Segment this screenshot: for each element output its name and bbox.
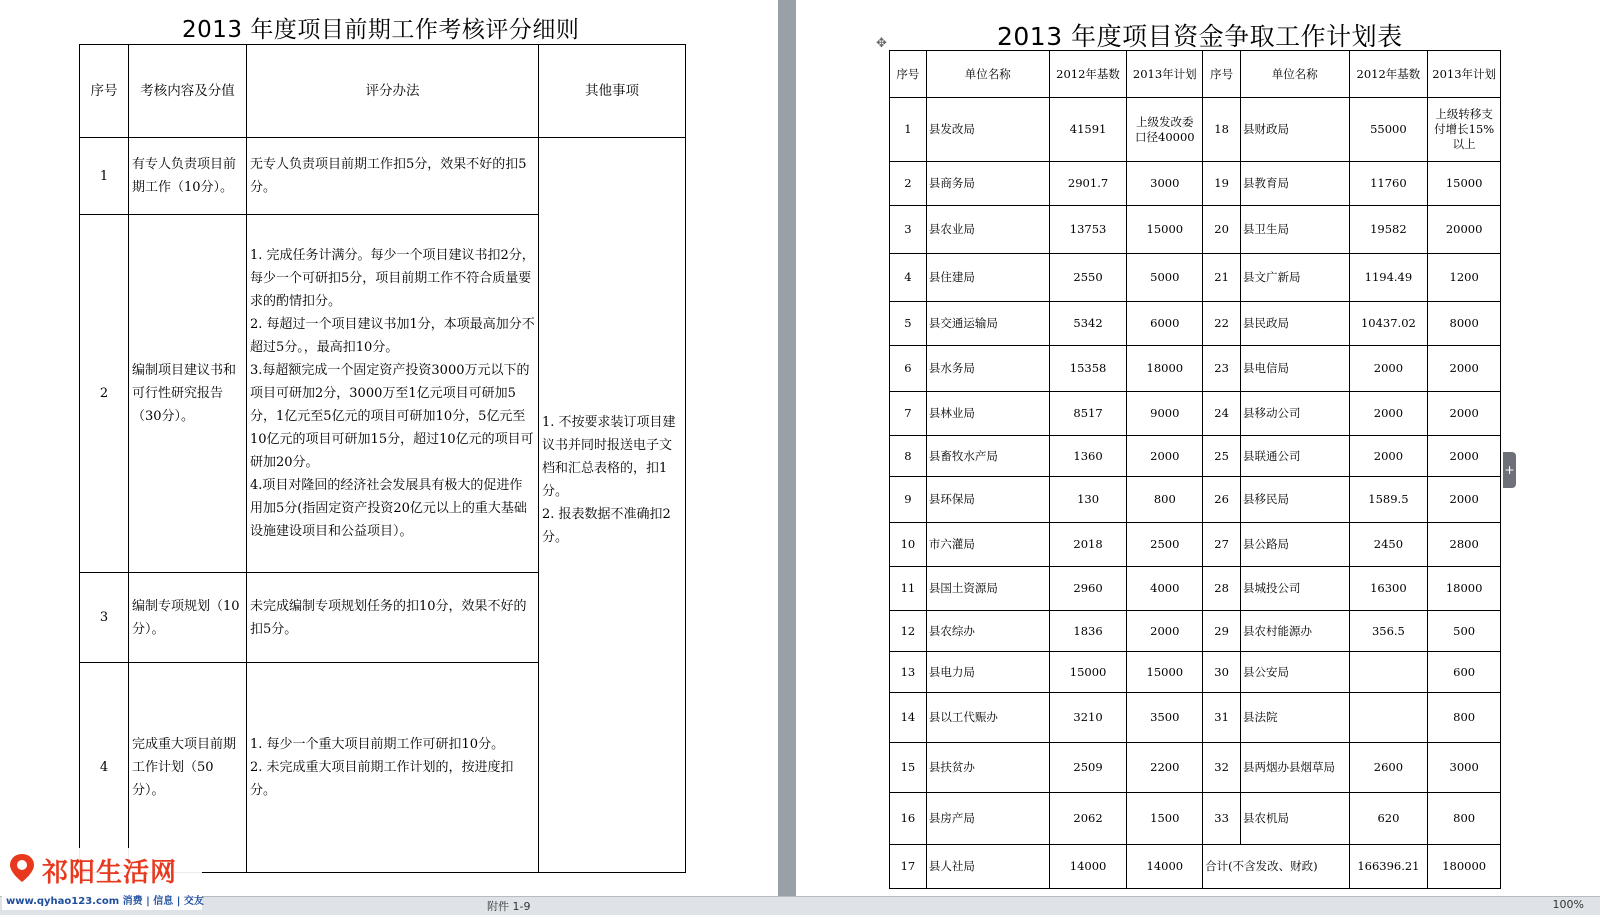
table-cell: 县农业局: [926, 206, 1049, 254]
table-cell: 县法院: [1241, 693, 1349, 743]
table-cell: 县教育局: [1241, 162, 1349, 206]
table-cell: 800: [1428, 693, 1501, 743]
header-cell: 2013年计划: [1428, 51, 1501, 98]
other-note: 2. 报表数据不准确扣2分。: [542, 507, 671, 545]
table-row: [890, 845, 1501, 889]
table-cell: 县房产局: [926, 793, 1049, 845]
table-cell: 2800: [1428, 523, 1501, 567]
table-row: [890, 392, 1501, 436]
table-cell: 3000: [1127, 162, 1203, 206]
table-cell: 32: [1203, 743, 1241, 793]
table-cell: 7: [890, 392, 927, 436]
table-cell: 17: [890, 845, 927, 889]
table-cell: 22: [1203, 302, 1241, 346]
table-cell: 9000: [1127, 392, 1203, 436]
table-cell: 县联通公司: [1241, 436, 1349, 477]
table-cell: 县水务局: [926, 346, 1049, 392]
page-title: 2013 年度项目前期工作考核评分细则: [182, 17, 580, 43]
table-cell: 4: [890, 254, 927, 302]
table-cell: 县国土资源局: [926, 567, 1049, 611]
table-cell: 2000: [1349, 392, 1428, 436]
method-line: 3.每超额完成一个固定资产投资3000万元以下的项目可研加2分，3000万至1亿元项目可研加5分，1亿元至5亿元的项目可研加10分，5亿元至10亿元的项目可研加15分，超过10亿元的项目可研加20分。: [250, 363, 534, 470]
table-cell: 24: [1203, 392, 1241, 436]
page-title: 2013 年度项目资金争取工作计划表: [997, 22, 1403, 51]
table-row: [890, 254, 1501, 302]
row-method: [247, 138, 539, 215]
table-cell: 15: [890, 743, 927, 793]
table-cell: 18000: [1127, 346, 1203, 392]
table-cell: 合计(不含发改、财政): [1203, 845, 1349, 889]
table-cell: 16: [890, 793, 927, 845]
table-cell: 8517: [1049, 392, 1127, 436]
table-cell: 县电力局: [926, 652, 1049, 693]
table-cell: 600: [1428, 652, 1501, 693]
header-cell: 2012年基数: [1049, 51, 1127, 98]
document-page-left: [0, 0, 778, 896]
table-cell: 15358: [1049, 346, 1127, 392]
table-cell: 2018: [1049, 523, 1127, 567]
table-cell: 5: [890, 302, 927, 346]
table-cell: 2000: [1428, 477, 1501, 523]
table-cell: 2450: [1349, 523, 1428, 567]
header-cell: 序号: [890, 51, 927, 98]
table-row: [890, 611, 1501, 652]
table-row: [890, 523, 1501, 567]
table-row: [890, 567, 1501, 611]
table-row: [890, 652, 1501, 693]
table-cell: 2550: [1049, 254, 1127, 302]
table-cell: 130: [1049, 477, 1127, 523]
table-cell: 2500: [1127, 523, 1203, 567]
table-cell: 上级发改委口径40000: [1127, 98, 1203, 162]
table-cell: 县住建局: [926, 254, 1049, 302]
table-cell: 25: [1203, 436, 1241, 477]
table-header-row: [890, 51, 1501, 98]
header-cell: 2012年基数: [1349, 51, 1428, 98]
method-line: 2. 未完成重大项目前期工作计划的，按进度扣分。: [250, 760, 514, 798]
table-cell: 800: [1127, 477, 1203, 523]
table-cell: 28: [1203, 567, 1241, 611]
table-cell: 县农村能源办: [1241, 611, 1349, 652]
table-cell: 1: [890, 98, 927, 162]
table-move-handle-icon[interactable]: ✥: [876, 36, 887, 51]
table-cell: 620: [1349, 793, 1428, 845]
table-cell: 11760: [1349, 162, 1428, 206]
funding-plan-table: [889, 50, 1501, 889]
table-cell: 10: [890, 523, 927, 567]
row-content: 编制专项规划（10分）。: [129, 573, 247, 663]
page-label: 附件 1-9: [487, 900, 531, 913]
scoring-rules-table: [79, 44, 686, 873]
table-cell: 3000: [1428, 743, 1501, 793]
table-cell: 2000: [1349, 346, 1428, 392]
table-cell: 8: [890, 436, 927, 477]
watermark-site-name: 祁阳生活网: [42, 858, 178, 888]
table-row: [890, 302, 1501, 346]
table-cell: 15000: [1049, 652, 1127, 693]
table-cell: 20: [1203, 206, 1241, 254]
row-method: [247, 573, 539, 663]
method-line: 无专人负责项目前期工作扣5分，效果不好的扣5分。: [250, 157, 527, 195]
table-cell: 9: [890, 477, 927, 523]
header-cell: 序号: [1203, 51, 1241, 98]
table-cell: 33: [1203, 793, 1241, 845]
table-row: [890, 162, 1501, 206]
other-note: 1. 不按要求装订项目建议书并同时报送电子文档和汇总表格的，扣1分。: [542, 415, 676, 499]
header-cell: 单位名称: [926, 51, 1049, 98]
table-cell: 市六灌局: [926, 523, 1049, 567]
table-cell: [1349, 693, 1428, 743]
table-cell: 27: [1203, 523, 1241, 567]
table-cell: 县卫生局: [1241, 206, 1349, 254]
table-cell: 8000: [1428, 302, 1501, 346]
table-cell: 41591: [1049, 98, 1127, 162]
table-cell: 2000: [1127, 611, 1203, 652]
table-cell: 1194.49: [1349, 254, 1428, 302]
table-cell: 县人社局: [926, 845, 1049, 889]
table-cell: 3210: [1049, 693, 1127, 743]
other-notes-cell: [539, 138, 686, 873]
table-cell: 19: [1203, 162, 1241, 206]
table-row: [890, 206, 1501, 254]
table-row: [890, 436, 1501, 477]
table-cell: 上级转移支付增长15%以上: [1428, 98, 1501, 162]
table-cell: 11: [890, 567, 927, 611]
method-line: 1. 每少一个重大项目前期工作可研扣10分。: [250, 737, 505, 752]
table-cell: 2200: [1127, 743, 1203, 793]
table-cell: 6000: [1127, 302, 1203, 346]
table-cell: 26: [1203, 477, 1241, 523]
status-bar: [0, 896, 1600, 915]
table-cell: 5342: [1049, 302, 1127, 346]
table-cell: 14: [890, 693, 927, 743]
table-cell: [1349, 652, 1428, 693]
document-page-right: [796, 0, 1600, 896]
table-cell: 县林业局: [926, 392, 1049, 436]
table-cell: 31: [1203, 693, 1241, 743]
row-no: 3: [80, 573, 129, 663]
table-row: [890, 98, 1501, 162]
row-content: 完成重大项目前期工作计划（50分）。: [129, 663, 247, 873]
table-cell: 2901.7: [1049, 162, 1127, 206]
table-row: [890, 793, 1501, 845]
table-cell: 15000: [1127, 206, 1203, 254]
table-cell: 1836: [1049, 611, 1127, 652]
table-cell: 县公路局: [1241, 523, 1349, 567]
table-cell: 800: [1428, 793, 1501, 845]
table-cell: 县城投公司: [1241, 567, 1349, 611]
row-method: [247, 215, 539, 573]
table-cell: 2000: [1428, 436, 1501, 477]
table-row: [890, 693, 1501, 743]
expand-pane-icon[interactable]: +: [1503, 452, 1516, 488]
table-cell: 14000: [1127, 845, 1203, 889]
table-cell: 2000: [1127, 436, 1203, 477]
table-cell: 2000: [1428, 392, 1501, 436]
table-cell: 2000: [1428, 346, 1501, 392]
row-no: 1: [80, 138, 129, 215]
table-row: [890, 743, 1501, 793]
table-cell: 20000: [1428, 206, 1501, 254]
table-cell: 15000: [1428, 162, 1501, 206]
table-cell: 12: [890, 611, 927, 652]
header-method: 评分办法: [247, 45, 539, 138]
table-row: [80, 138, 686, 215]
table-cell: 3: [890, 206, 927, 254]
table-cell: 2509: [1049, 743, 1127, 793]
table-cell: 县环保局: [926, 477, 1049, 523]
table-cell: 1589.5: [1349, 477, 1428, 523]
table-cell: 县两烟办县烟草局: [1241, 743, 1349, 793]
row-no: 4: [80, 663, 129, 873]
table-cell: 县商务局: [926, 162, 1049, 206]
table-cell: 166396.21: [1349, 845, 1428, 889]
table-row: [890, 346, 1501, 392]
table-cell: 23: [1203, 346, 1241, 392]
table-cell: 1500: [1127, 793, 1203, 845]
table-cell: 县公安局: [1241, 652, 1349, 693]
table-cell: 180000: [1428, 845, 1501, 889]
row-no: 2: [80, 215, 129, 573]
row-method: [247, 663, 539, 873]
table-cell: 19582: [1349, 206, 1428, 254]
table-cell: 55000: [1349, 98, 1428, 162]
table-cell: 500: [1428, 611, 1501, 652]
header-cell: 单位名称: [1241, 51, 1349, 98]
site-watermark: [2, 848, 202, 910]
table-cell: 4000: [1127, 567, 1203, 611]
table-cell: 县财政局: [1241, 98, 1349, 162]
table-cell: 18: [1203, 98, 1241, 162]
zoom-level[interactable]: 100%: [1552, 898, 1584, 911]
method-line: 未完成编制专项规划任务的扣10分，效果不好的扣5分。: [250, 598, 527, 637]
table-cell: 2: [890, 162, 927, 206]
header-content: 考核内容及分值: [129, 45, 247, 138]
table-cell: 2062: [1049, 793, 1127, 845]
row-content: 有专人负责项目前期工作（10分）。: [129, 138, 247, 215]
table-cell: 县畜牧水产局: [926, 436, 1049, 477]
method-line: 4.项目对隆回的经济社会发展具有极大的促进作用加5分(指固定资产投资20亿元以上的重大基础设施建设项目和公益项目）。: [250, 478, 527, 539]
header-other: 其他事项: [539, 45, 686, 138]
table-cell: 15000: [1127, 652, 1203, 693]
table-cell: 21: [1203, 254, 1241, 302]
table-cell: 县扶贫办: [926, 743, 1049, 793]
plan-table-body: [890, 98, 1501, 889]
table-cell: 县交通运输局: [926, 302, 1049, 346]
row-content: 编制项目建议书和可行性研究报告（30分）。: [129, 215, 247, 573]
header-cell: 2013年计划: [1127, 51, 1203, 98]
map-pin-logo-icon: [6, 852, 38, 884]
table-cell: 县民政局: [1241, 302, 1349, 346]
table-cell: 2960: [1049, 567, 1127, 611]
table-cell: 县农综办: [926, 611, 1049, 652]
table-cell: 6: [890, 346, 927, 392]
method-line: 1. 完成任务计满分。每少一个项目建议书扣2分，每少一个可研扣5分，项目前期工作不符合质量要求的酌情扣分。: [250, 248, 535, 309]
table-cell: 县移动公司: [1241, 392, 1349, 436]
table-cell: 县移民局: [1241, 477, 1349, 523]
table-cell: 县以工代赈办: [926, 693, 1049, 743]
table-cell: 5000: [1127, 254, 1203, 302]
table-cell: 2600: [1349, 743, 1428, 793]
table-row: [890, 477, 1501, 523]
table-cell: 1200: [1428, 254, 1501, 302]
table-cell: 县农机局: [1241, 793, 1349, 845]
table-cell: 30: [1203, 652, 1241, 693]
header-no: 序号: [80, 45, 129, 138]
table-cell: 18000: [1428, 567, 1501, 611]
table-header-row: [80, 45, 686, 138]
table-cell: 县电信局: [1241, 346, 1349, 392]
table-cell: 14000: [1049, 845, 1127, 889]
table-cell: 3500: [1127, 693, 1203, 743]
table-cell: 16300: [1349, 567, 1428, 611]
table-cell: 县发改局: [926, 98, 1049, 162]
table-cell: 县文广新局: [1241, 254, 1349, 302]
table-cell: 2000: [1349, 436, 1428, 477]
watermark-url: www.qyhao123.com 消费 | 信息 | 交友: [6, 896, 204, 907]
table-cell: 13: [890, 652, 927, 693]
table-cell: 356.5: [1349, 611, 1428, 652]
table-cell: 10437.02: [1349, 302, 1428, 346]
method-line: 2. 每超过一个项目建议书加1分，本项最高加分不超过5分。，最高扣10分。: [250, 317, 535, 355]
table-cell: 29: [1203, 611, 1241, 652]
table-cell: 1360: [1049, 436, 1127, 477]
table-cell: 13753: [1049, 206, 1127, 254]
